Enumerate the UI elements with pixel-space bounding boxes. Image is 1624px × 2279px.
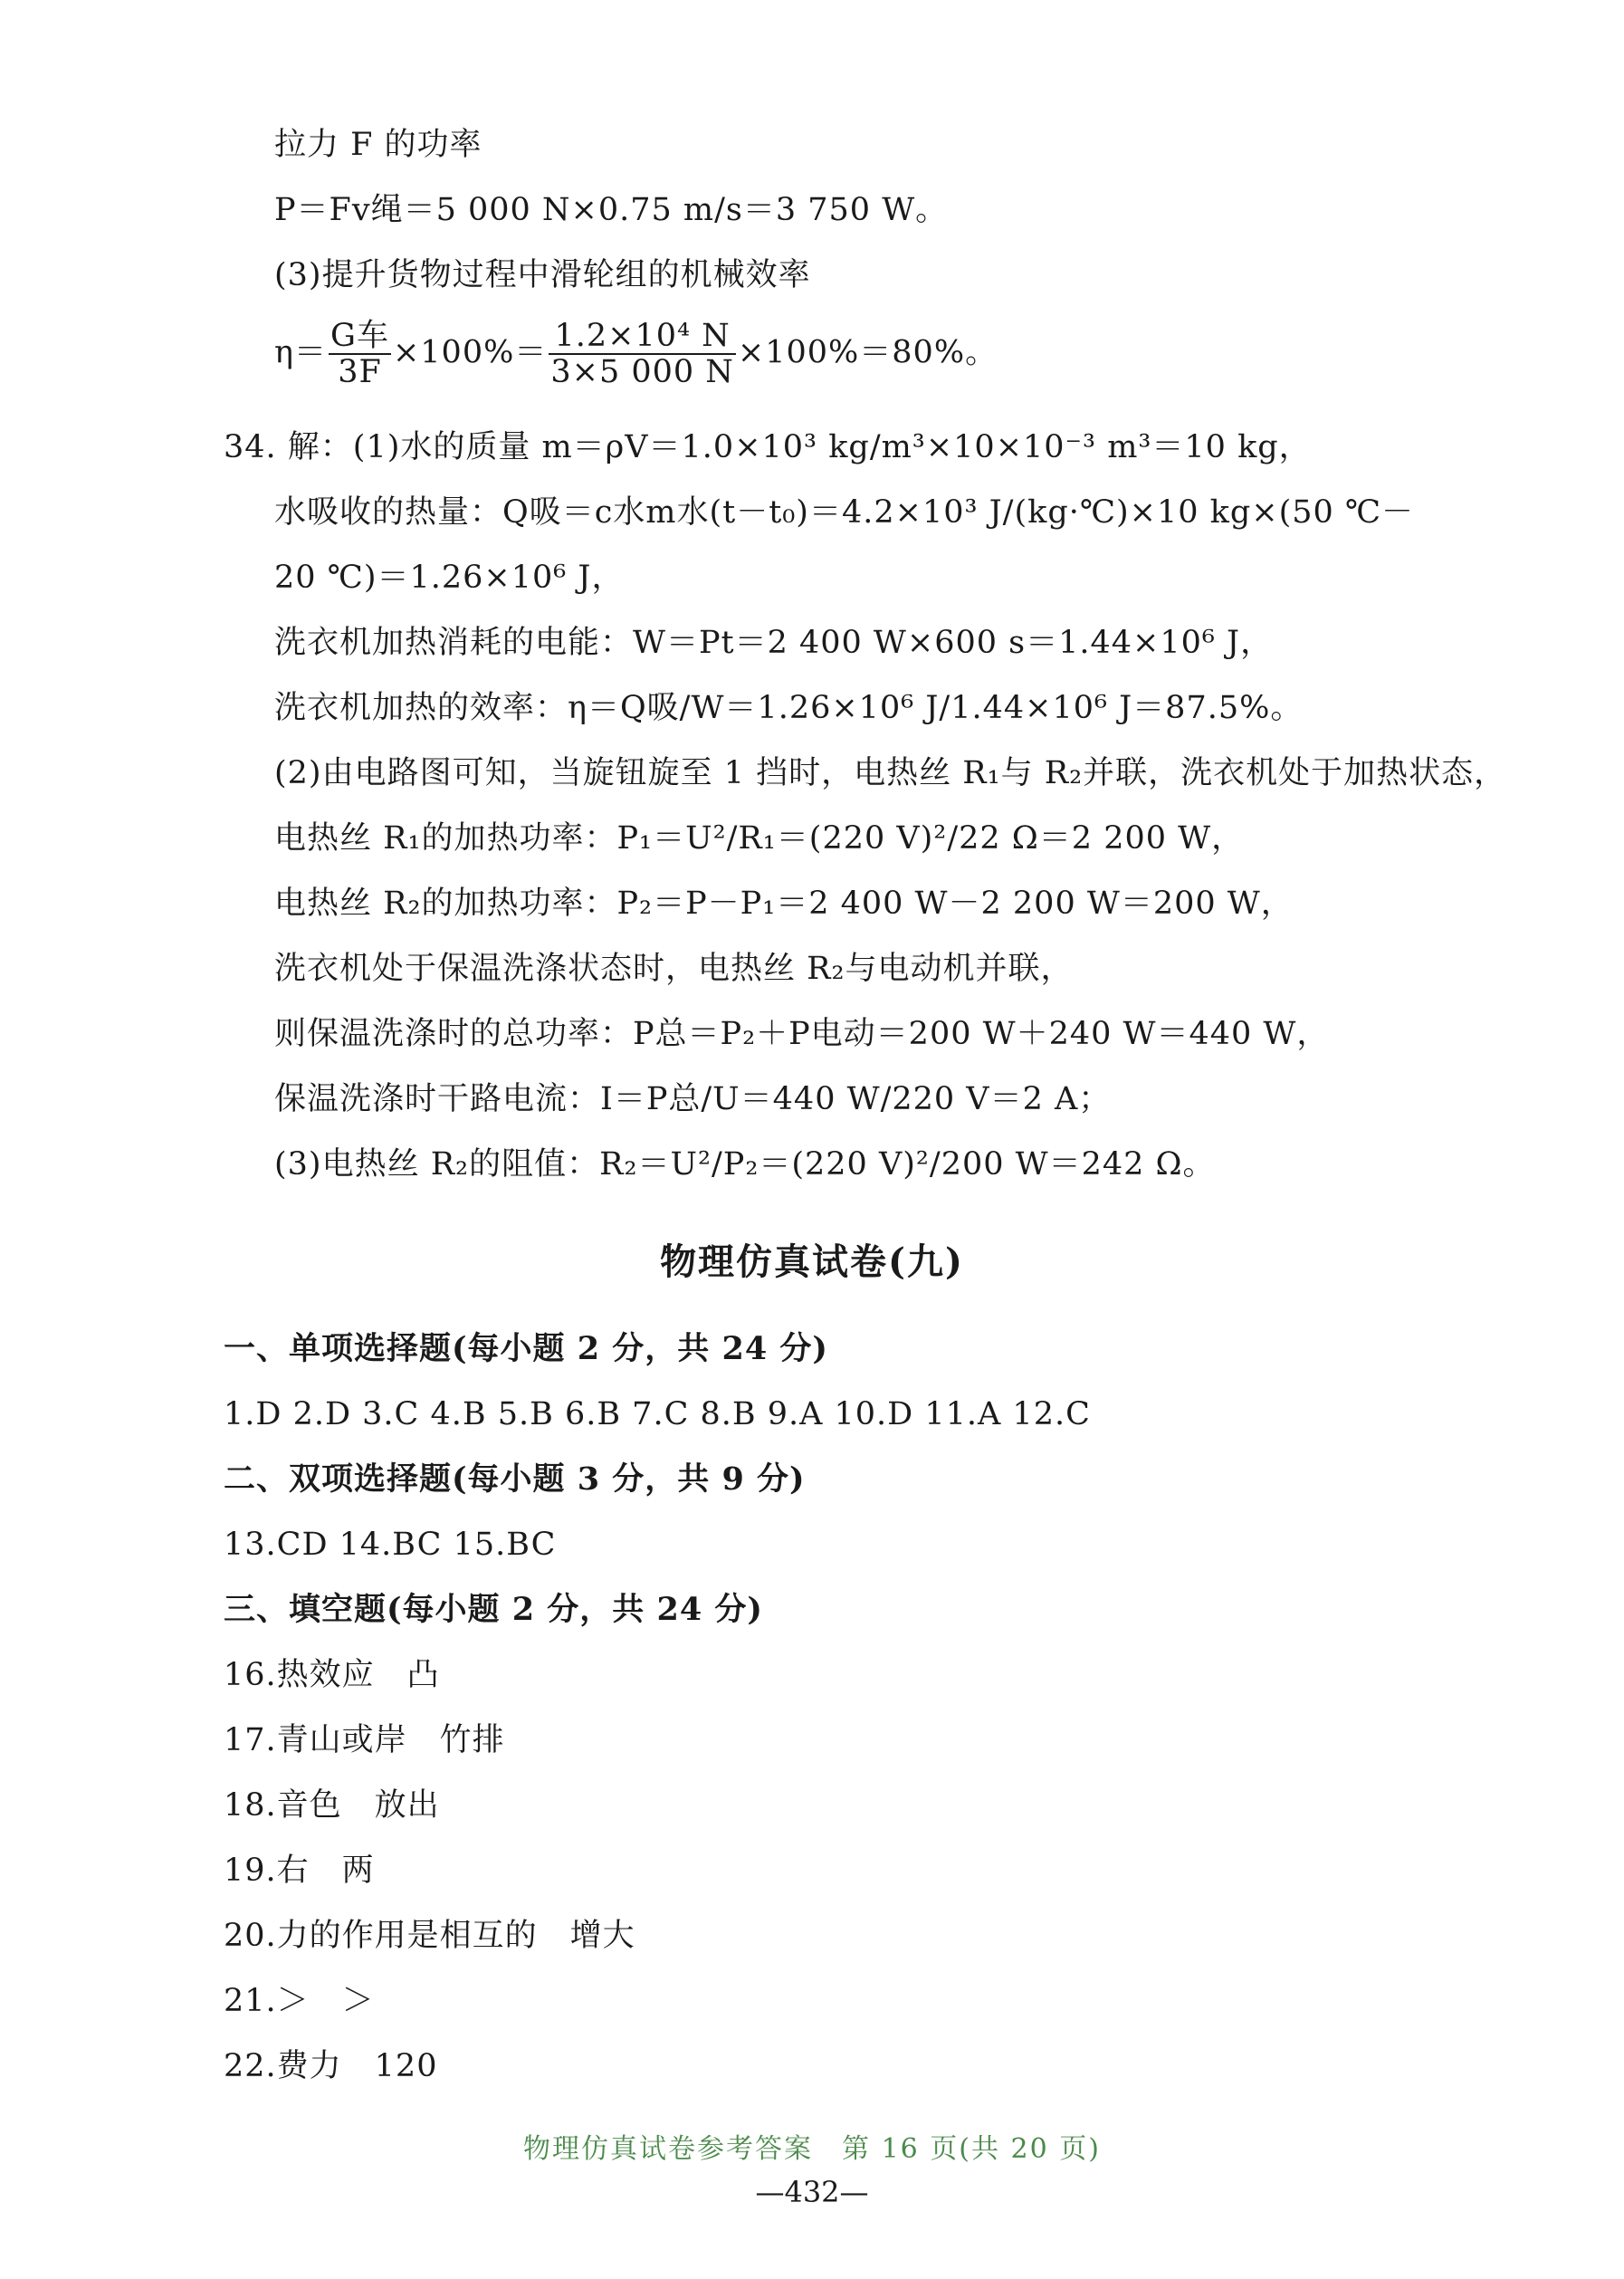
formula-part: ×100%＝80%。: [737, 334, 998, 371]
fraction-numerator: G车: [330, 318, 389, 354]
fill-answer: 17.青山或岸 竹排: [224, 1722, 505, 1758]
section-heading: 二、双项选择题(每小题 3 分，共 9 分): [224, 1460, 806, 1498]
fill-answer: 22.费力 120: [224, 2048, 438, 2084]
formula-line: P＝Fv绳＝5 000 N×0.75 m/s＝3 750 W。: [274, 192, 949, 228]
efficiency-formula: [274, 319, 998, 389]
answer-34-line: 电热丝 R₂的加热功率：P₂＝P－P₁＝2 400 W－2 200 W＝200 W，: [274, 886, 1294, 922]
fill-answer: 16.热效应 凸: [224, 1657, 440, 1693]
answer-34-line: (2)由电路图可知，当旋钮旋至 1 挡时，电热丝 R₁与 R₂并联，洗衣机处于加热状态，: [274, 755, 1507, 791]
answer-34-line: 洗衣机处于保温洗涤状态时，电热丝 R₂与电动机并联，: [274, 951, 1074, 987]
text-line: 拉力 F 的功率: [274, 127, 482, 163]
answer-34-line: 洗衣机加热消耗的电能：W＝Pt＝2 400 W×600 s＝1.44×10⁶ J，: [274, 625, 1274, 661]
answer-34-line: 洗衣机加热的效率：η＝Q吸/W＝1.26×10⁶ J/1.44×10⁶ J＝87.5%。: [274, 690, 1304, 726]
fraction-denominator: 3×5 000 N: [550, 354, 734, 390]
answer-34-line: 电热丝 R₁的加热功率：P₁＝U²/R₁＝(220 V)²/22 Ω＝2 200 W，: [274, 820, 1245, 857]
answer-34-line: (3)电热丝 R₂的阻值：R₂＝U²/P₂＝(220 V)²/200 W＝242 Ω。: [274, 1146, 1216, 1183]
answer-34-line: 20 ℃)＝1.26×10⁶ J，: [274, 560, 625, 596]
page-footer-caption: 物理仿真试卷参考答案 第 16 页(共 20 页): [523, 2133, 1101, 2165]
fill-answer: 21.＞ ＞: [224, 1983, 375, 2019]
exam-title: 物理仿真试卷(九): [660, 1240, 964, 1283]
choice-answers: 1.D 2.D 3.C 4.B 5.B 6.B 7.C 8.B 9.A 10.D 11.A 12.C: [224, 1396, 1091, 1432]
answer-34-line: 则保温洗涤时的总功率：P总＝P₂＋P电动＝200 W＋240 W＝440 W，: [274, 1016, 1330, 1052]
answer-34-line: 保温洗涤时干路电流：I＝P总/U＝440 W/220 V＝2 A；: [274, 1081, 1112, 1117]
section-heading: 三、填空题(每小题 2 分，共 24 分): [224, 1591, 763, 1628]
section-heading: 一、单项选择题(每小题 2 分，共 24 分): [224, 1330, 828, 1367]
page-number: —432—: [755, 2175, 869, 2209]
fill-answer: 19.右 两: [224, 1853, 375, 1889]
fraction: [329, 319, 391, 389]
formula-part: η＝: [274, 334, 327, 371]
fraction-numerator: 1.2×10⁴ N: [549, 319, 736, 355]
fraction-denominator: 3F: [338, 354, 382, 390]
formula-part: ×100%＝: [392, 334, 548, 371]
fraction: [549, 319, 736, 389]
fill-answer: 18.音色 放出: [224, 1787, 440, 1824]
fill-answer: 20.力的作用是相互的 增大: [224, 1918, 635, 1954]
answer-34-line: 水吸收的热量：Q吸＝c水m水(t－t₀)＝4.2×10³ J/(kg·℃)×10 kg×(50 ℃－: [274, 494, 1415, 531]
text-line: (3)提升货物过程中滑轮组的机械效率: [274, 257, 811, 293]
choice-answers: 13.CD 14.BC 15.BC: [224, 1527, 557, 1563]
answer-34-line: 34. 解：(1)水的质量 m＝ρV＝1.0×10³ kg/m³×10×10⁻³ m³＝10 kg，: [224, 429, 1312, 465]
